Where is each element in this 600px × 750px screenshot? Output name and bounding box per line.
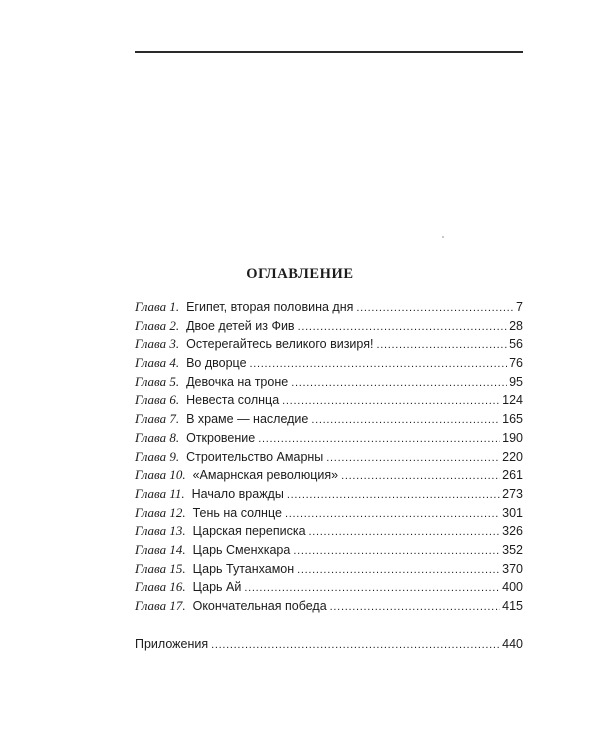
chapter-title: В храме — наследие xyxy=(186,412,309,427)
chapter-label: Глава 9. xyxy=(135,448,180,464)
dot-leader xyxy=(287,486,500,505)
chapter-title: Строительство Амарны xyxy=(186,449,324,464)
page-number: 261 xyxy=(502,468,523,483)
chapter-title: Египет, вторая половина дня xyxy=(186,300,354,314)
page-number: 370 xyxy=(502,561,523,576)
page-number: 56 xyxy=(509,337,523,352)
chapter-label: Глава 8. xyxy=(135,429,180,445)
toc-entry-chapter-4[interactable] xyxy=(135,354,523,373)
dot-leader xyxy=(282,392,500,411)
chapter-title: «Амарнская революция» xyxy=(192,468,339,483)
chapter-label: Глава 15. xyxy=(135,560,186,576)
page-number: 415 xyxy=(502,599,523,613)
toc-entry-chapter-6[interactable] xyxy=(135,391,523,410)
toc-entry-chapter-5[interactable] xyxy=(135,373,523,392)
dot-leader xyxy=(356,299,514,318)
toc-entry-appendix[interactable] xyxy=(135,635,523,654)
chapter-label: Глава 3. xyxy=(135,336,180,352)
page-number: 190 xyxy=(502,430,523,445)
page-number: 273 xyxy=(502,486,523,501)
dot-leader xyxy=(311,411,500,430)
toc-entry-chapter-17[interactable] xyxy=(135,597,523,616)
page-number: 326 xyxy=(502,524,523,539)
toc-entry-chapter-2[interactable] xyxy=(135,317,523,336)
dot-leader xyxy=(309,523,501,542)
chapter-label: Глава 12. xyxy=(135,504,186,520)
chapter-label: Глава 2. xyxy=(135,317,180,333)
chapter-title: Царь Ай xyxy=(192,580,242,595)
dot-leader xyxy=(258,430,500,449)
dot-leader xyxy=(326,449,500,468)
toc-entry-chapter-10[interactable] xyxy=(135,466,523,485)
paper-speck xyxy=(442,236,444,238)
page-number: 7 xyxy=(516,300,523,314)
toc-entry-chapter-11[interactable] xyxy=(135,485,523,504)
chapter-label: Глава 6. xyxy=(135,392,180,408)
chapter-label: Глава 13. xyxy=(135,523,186,539)
chapter-label: Глава 7. xyxy=(135,411,180,427)
chapter-title: Откровение xyxy=(186,430,256,445)
toc-entry-chapter-14[interactable] xyxy=(135,541,523,560)
chapter-label: Глава 16. xyxy=(135,579,186,595)
page-number: 220 xyxy=(502,449,523,464)
dot-leader xyxy=(297,561,500,580)
table-of-contents xyxy=(135,298,523,653)
dot-leader xyxy=(291,374,507,393)
chapter-title: Царская переписка xyxy=(192,524,306,539)
page-number: 352 xyxy=(502,542,523,557)
chapter-title: Девочка на троне xyxy=(186,374,289,389)
chapter-label: Глава 11. xyxy=(135,485,185,501)
toc-entry-chapter-1[interactable] xyxy=(135,298,523,317)
dot-leader xyxy=(285,505,500,524)
chapter-label: Глава 4. xyxy=(135,355,180,371)
chapter-title: Начало вражды xyxy=(191,486,284,501)
chapter-title: Двое детей из Фив xyxy=(186,318,295,333)
dot-leader xyxy=(211,636,500,655)
page-number: 440 xyxy=(502,636,523,651)
dot-leader xyxy=(244,579,500,598)
page-number: 301 xyxy=(502,505,523,520)
dot-leader xyxy=(330,598,500,617)
appendix-title: Приложения xyxy=(135,636,209,651)
chapter-label: Глава 10. xyxy=(135,467,186,483)
toc-entry-chapter-13[interactable] xyxy=(135,522,523,541)
page-number: 76 xyxy=(509,356,523,371)
toc-entry-chapter-16[interactable] xyxy=(135,578,523,597)
page-number: 28 xyxy=(509,318,523,333)
dot-leader xyxy=(298,318,508,337)
chapter-title: Тень на солнце xyxy=(192,505,282,520)
dot-leader xyxy=(250,355,508,374)
dot-leader xyxy=(376,336,507,355)
chapter-label: Глава 1. xyxy=(135,299,180,314)
page-number: 165 xyxy=(502,412,523,427)
chapter-title: Царь Тутанхамон xyxy=(192,561,295,576)
toc-entry-chapter-8[interactable] xyxy=(135,429,523,448)
chapter-title: Остерегайтесь великого визиря! xyxy=(186,337,374,352)
chapter-label: Глава 17. xyxy=(135,598,186,613)
toc-entry-chapter-3[interactable] xyxy=(135,335,523,354)
toc-entry-chapter-7[interactable] xyxy=(135,410,523,429)
toc-entry-chapter-12[interactable] xyxy=(135,504,523,523)
page-number: 95 xyxy=(509,374,523,389)
toc-entry-chapter-9[interactable] xyxy=(135,448,523,467)
toc-title: ОГЛАВЛЕНИЕ xyxy=(246,266,354,282)
dot-leader xyxy=(293,542,500,561)
chapter-title: Во дворце xyxy=(186,356,247,371)
chapter-label: Глава 14. xyxy=(135,541,186,557)
chapter-title: Окончательная победа xyxy=(192,599,327,613)
chapter-label: Глава 5. xyxy=(135,373,180,389)
header-rule xyxy=(135,51,523,53)
toc-entry-chapter-15[interactable] xyxy=(135,560,523,579)
dot-leader xyxy=(341,467,500,486)
page-number: 124 xyxy=(502,393,523,408)
chapter-title: Царь Сменхкара xyxy=(192,542,291,557)
page-number: 400 xyxy=(502,580,523,595)
chapter-title: Невеста солнца xyxy=(186,393,280,408)
